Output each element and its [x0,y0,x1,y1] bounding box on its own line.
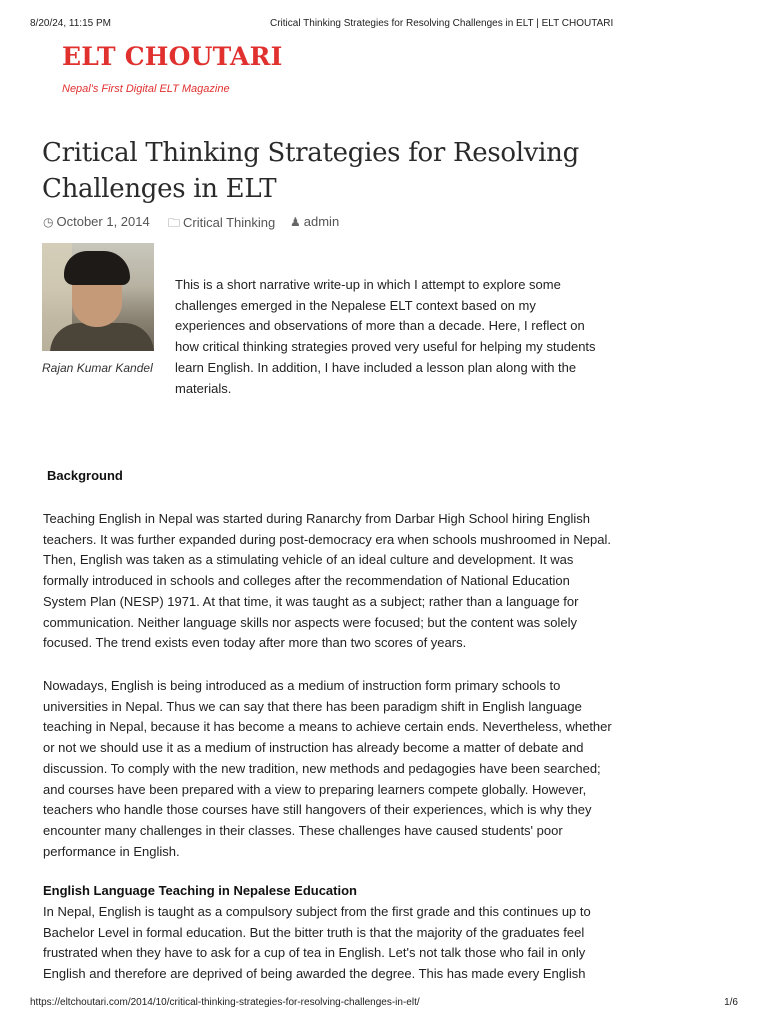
print-footer [30,997,738,1011]
site-tagline: Nepal's First Digital ELT Magazine [62,83,230,95]
print-doc-title: Critical Thinking Strategies for Resolving Challenges in ELT | ELT CHOUTARI [270,18,614,29]
print-header [30,18,738,32]
print-page-number: 1/6 [724,997,738,1008]
background-paragraph-1: Teaching English in Nepal was started during Ranarchy from Darbar High School hiring English teachers. It was further expanded during post-democracy era when schools mushroomed in Nepal. Then, English was taken as a stimulating vehicle of an ideal culture and development. It was formally introduced in schools and colleges after the recommendation of National Education System Plan (NESP) 1971. At that time, it was taught as a subject; rather than a language for communication. Neither language skills nor aspects were focused; but the content was solely focused. The trend exists even today after more than two scores of years. [43,511,611,651]
print-url[interactable]: https://eltchoutari.com/2014/10/critical-thinking-strategies-for-resolving-challenges-in-elt/ [30,997,420,1008]
intro-paragraph: This is a short narrative write-up in which I attempt to explore some challenges emerged in the Nepalese ELT context based on my experiences and observations of more than a decade. Here, I reflect on how critical thinking strategies proved very useful for helping my students learn English. In addition, I have included a lesson plan along with the materials. [175,277,596,396]
clock-icon: ◷ [43,215,54,229]
elt-nepal-heading: English Language Teaching in Nepalese Education [43,883,357,898]
post-date[interactable] [43,214,150,229]
post-date-label: October 1, 2014 [56,214,150,229]
folder-icon: 🗀 [168,216,181,230]
post-author[interactable] [290,214,339,229]
site-title[interactable]: ELT CHOUTARI [62,42,283,71]
background-heading: Background [47,468,123,483]
user-icon: ♟ [290,215,301,229]
background-paragraph-2: Nowadays, English is being introduced as a medium of instruction form primary schools to universities in Nepal. Thus we can say that there has been paradigm shift in English language teaching in Nepal, because it has become a means to achieve certain ends. Nevertheless, whether or not we should use it as a medium of instruction has already become a matter of debate and discussion. To comply with the new tradition, new methods and pedagogies have been searched; and courses have been prepared with a view to preparing learners compete globally. However, teachers who handle those courses have still hangovers of their experiences, which is why they encounter many challenges in their classes. These challenges have caused students' poor performance in English. [43,678,612,859]
elt-nepal-paragraph-1: In Nepal, English is taught as a compulsory subject from the first grade and this continues up to Bachelor Level in formal education. But the bitter truth is that the majority of the graduates feel frustrated when they have to ask for a cup of tea in English. Let's not talk those who fail in only English and therefore are deprived of being awarded the degree. This has made every English [43,904,591,982]
print-datetime: 8/20/24, 11:15 PM [30,18,111,29]
post-title: Critical Thinking Strategies for Resolving Challenges in ELT [42,138,579,204]
author-photo [42,243,154,351]
post-author-label: admin [303,214,340,229]
post-category-label: Critical Thinking [183,215,276,230]
author-photo-caption: Rajan Kumar Kandel [42,361,153,375]
post-category[interactable] [168,214,275,235]
